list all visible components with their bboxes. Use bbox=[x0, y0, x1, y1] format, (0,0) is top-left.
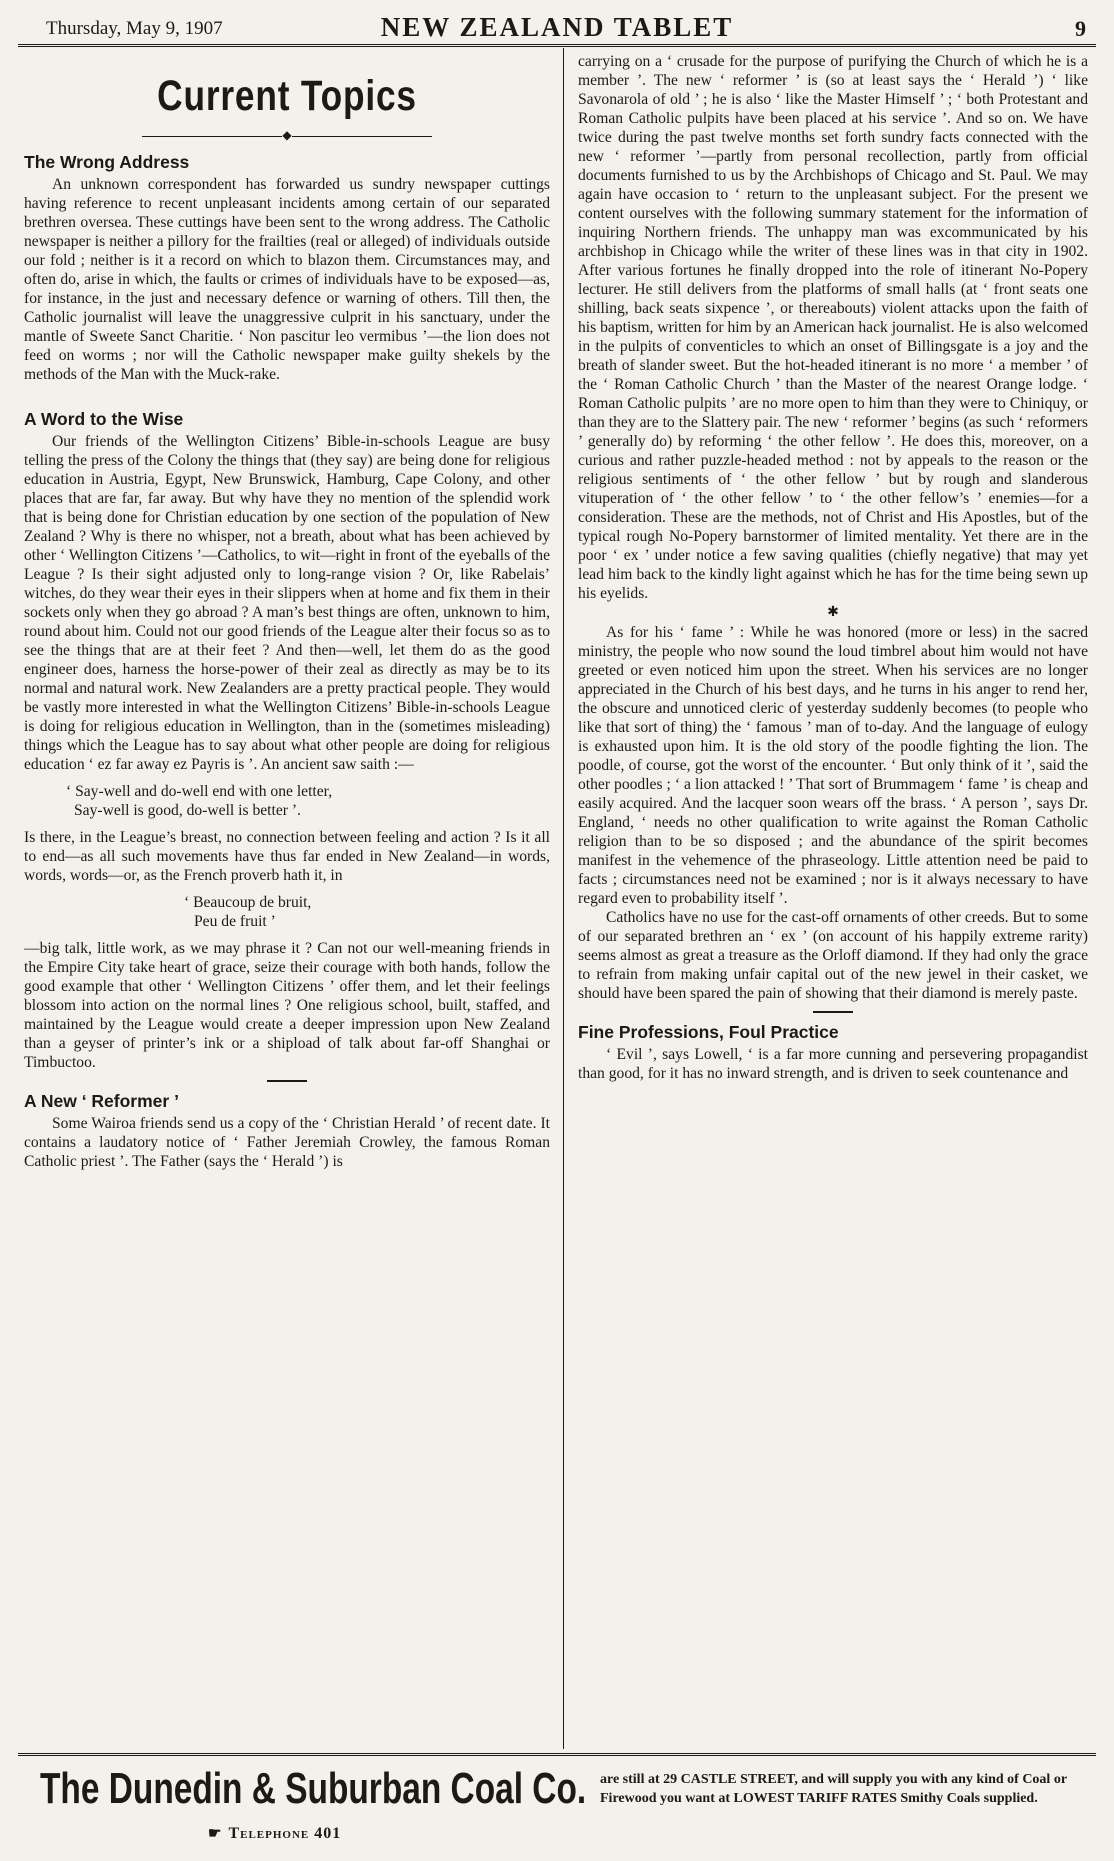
section-rule bbox=[813, 1011, 853, 1013]
advert-text: are still at 29 CASTLE STREET, and will supply you with any kind of Coal or Firewood you want at LOWEST TARIFF RATES Smithy Coals supplied. bbox=[600, 1772, 1067, 1806]
left-column bbox=[24, 52, 550, 1749]
publication-title: NEW ZEALAND TABLET bbox=[380, 12, 734, 42]
coal-company-advert bbox=[18, 1753, 1096, 1856]
heading-fine-professions: Fine Professions, Foul Practice bbox=[578, 1022, 839, 1042]
verse-quote bbox=[24, 782, 550, 820]
article-paragraph: ‘ Evil ’, says Lowell, ‘ is a far more cunning and persevering propagandist than good, for it has no inward strength, and is driven to seek countenance and bbox=[578, 1046, 1088, 1082]
article-paragraph: carrying on a ‘ crusade for the purpose of purifying the Church of which he is a member ’. The new ‘ reformer ’ is (so at least says the ‘ Herald ’) ‘ like Savonarola of old ’ ; he is also ‘ like the Master Himself ’ ; ‘ both Protestant and Roman Catholic pulpits have been placed at his service ’. And so on. We have twice during the past twelve months set forth sundry facts connected with the new ‘ reformer ’—partly from personal recollection, partly from official documents furnished to us by the Archbishops of Chicago and St. Paul. We may again have occasion to ‘ return to the unpleasant subject. For the present we content ourselves with the following summary statement for the information of inquiring Northern friends. The unhappy man was excommunicated by his archbishop in Chicago while the writer of these lines was in that city in 1902. After various fortunes he finally dropped into the role of itinerant No-Popery lecturer. He still delivers from the platforms of small halls (at ‘ front seats one shilling, back seats sixpence ’, or thereabouts) violent attacks upon the faith of his baptism, written for him by an American hack journalist. He is also welcomed in the pulpits of conventicles to which an onset of Billingsgate is a joy and the breath of slander sweet. But the hot-headed itinerant is no more ‘ a member ’ of the ‘ Roman Catholic Church ’ than the Master of the nearest Orange lodge. ‘ Roman Catholic pulpits ’ are no more open to him than they were to Chiniquy, or than they are to the Slattery pair. The new ‘ reformer ’ begins (as such ‘ reformers ’ generally do) by reforming ‘ the other fellow ’. He does this, moreover, on a curious and rather puzzle-headed method : not by appeals to the reason or the religious sentiments of ‘ the other fellow ’ but by rough and slanderous vituperation of ‘ the other fellow ’ to ‘ the other fellow’s ’ enemies—for a consideration. These are the methods, not of Christ and His Apostles, but of the typical rough No-Popery barnstormer of limited mentality. Yet there are in the poor ‘ ex ’ under notice a few saving qualities (chiefly negative) that may yet lead him back to the kindly light against which he has for the time being sewn up his eyelids. bbox=[578, 53, 1088, 602]
page-number: 9 bbox=[1075, 16, 1086, 41]
article-paragraph: Catholics have no use for the cast-off ornaments of other creeds. But to some of our separated brethren an ‘ ex ’ (on account of his happily extreme rarity) seems almost as great a treasure as the Orloff diamond. If they had only the grace to refrain from making unfair capital out of the new jewel in their casket, we should have been spared the pain of showing that their diamond is merely paste. bbox=[578, 909, 1088, 1002]
advert-company-name: The Dunedin & Suburban Coal Co. bbox=[40, 1764, 587, 1813]
right-column bbox=[578, 52, 1088, 1749]
telephone-label: Telephone 401 bbox=[228, 1825, 342, 1842]
asterism: ✱ bbox=[827, 605, 839, 620]
section-rule bbox=[267, 1080, 307, 1082]
verse-line: Peu de fruit ’ bbox=[194, 913, 276, 930]
verse-quote bbox=[24, 893, 550, 931]
issue-date: Thursday, May 9, 1907 bbox=[46, 18, 223, 39]
verse-line: ‘ Beaucoup de bruit, bbox=[184, 894, 312, 911]
diamond-icon: ◆ bbox=[282, 128, 292, 142]
pointing-hand-icon: ☛ bbox=[208, 1826, 223, 1842]
title-ornament bbox=[24, 127, 550, 143]
article-paragraph: Is there, in the League’s breast, no connection between feeling and action ? Is it all to end—as all such movements have thus far ended in New Zealand—in words, words, words—or, as the French proverb hath it, in bbox=[24, 829, 550, 884]
masthead bbox=[18, 8, 1096, 47]
article-paragraph: Some Wairoa friends send us a copy of the ‘ Christian Herald ’ of recent date. It contains a laudatory notice of ‘ Father Jeremiah Crowley, the famous Roman Catholic priest ’. The Father (says the ‘ Herald ’) is bbox=[24, 1115, 550, 1170]
article-paragraph: An unknown correspondent has forwarded us sundry newspaper cuttings having reference to recent unpleasant incidents among certain of our separated brethren oversea. These cuttings have been sent to the wrong address. The Catholic newspaper is neither a pillory for the frailties (real or alleged) of individuals outside our fold ; neither is it a record on which to blazon them. Circumstances may, and often do, arise in which, the faults or crimes of individuals have to be exposed—as, for instance, in the just and necessary defence or warning of others. Till then, the Catholic journalist will leave the unaggressive culprit in his sanctuary, under the mantle of Sweete Sanct Charitie. ‘ Non pascitur leo vermibus ’—the lion does not feed on worms ; nor will the Catholic newspaper make guilty shekels by the methods of the Man with the Muck-rake. bbox=[24, 176, 550, 383]
verse-line: ‘ Say-well and do-well end with one letter, bbox=[66, 783, 333, 800]
article-paragraph: Our friends of the Wellington Citizens’ Bible-in-schools League are busy telling the press of the Colony the things that (they say) are being done for religious education in Austria, Egypt, New Brunswick, Hamburg, Cape Colony, and other places that are far, far away. But why have they no mention of the splendid work that is being done for Christian education by one section of the population of New Zealand ? Why is there no whisper, not a breath, about what has been achieved by other ‘ Wellington Citizens ’—Catholics, to wit—right in front of the eyeballs of the League ? Is their sight adjusted only to long-range vision ? Or, like Rabelais’ witches, do they wear their eyes in their slippers when at home and fix them in their sockets only when they go abroad ? A man’s best things are often, unknown to him, round about him. Could not our good friends of the League alter their focus so as to see the things that are at their feet ? And then—well, let them do as the good engineer does, harness the horse-power of their zeal as directly as may be to its normal and natural work. New Zealanders are a pretty practical people. They would be vastly more interested in what the Wellington Citizens’ Bible-in-schools League is doing for religious education in Wellington, than in the (sometimes misleading) things which the League has to say about what other people are doing for religious education ‘ ez far away ez Payris is ’. An ancient saw saith :— bbox=[24, 433, 550, 773]
advert-telephone bbox=[208, 1824, 341, 1843]
section-title: Current Topics bbox=[157, 72, 417, 120]
heading-word-to-the-wise: A Word to the Wise bbox=[24, 409, 184, 429]
verse-line: Say-well is good, do-well is better ’. bbox=[74, 802, 301, 819]
column-divider bbox=[563, 48, 564, 1749]
article-paragraph: As for his ‘ fame ’ : While he was honored (more or less) in the sacred ministry, the people who now sound the loud timbrel about him would not have greeted or even noticed him upon the street. When his services are no longer appreciated in the Church of his best days, and he turns in his anger to rend her, the obscure and unnoticed cleric of yesterday suddenly becomes (to people who like that sort of thing) the ‘ famous ’ man of to-day. And the language of eulogy is exhausted upon him. It is the old story of the poodle fighting the lion. The poodle, of course, got the worst of the encounter. ‘ But only think of it ’, said the other poodles ; ‘ a lion attacked ! ’ That sort of Brummagem ‘ fame ’ is cheap and easily acquired. And the lacquer soon wears off the brass. ‘ A person ’, says Dr. England, ‘ needs no other qualification to write against the Roman Catholic religion than to be so disposed ; and the abundance of the spirit becomes manifest in the vehemence of the phraseology. Little attention need be paid to facts ; circumstances need not be examined ; nor is it always necessary to have regard even to probability itself ’. bbox=[578, 624, 1088, 907]
newspaper-page bbox=[18, 8, 1096, 1853]
article-paragraph: —big talk, little work, as we may phrase it ? Can not our well-meaning friends in the Empire City take heart of grace, seize their courage with both hands, follow the good example that other ‘ Wellington Citizens ’ offer them, and let their feelings blossom into action on the normal lines ? One religious school, built, staffed, and maintained by the League would create a deeper impression upon New Zealand than a geyser of printer’s ink or a shipload of talk about far-off Shanghai or Timbuctoo. bbox=[24, 940, 550, 1071]
heading-new-reformer: A New ‘ Reformer ’ bbox=[24, 1091, 179, 1111]
heading-wrong-address: The Wrong Address bbox=[24, 152, 190, 172]
